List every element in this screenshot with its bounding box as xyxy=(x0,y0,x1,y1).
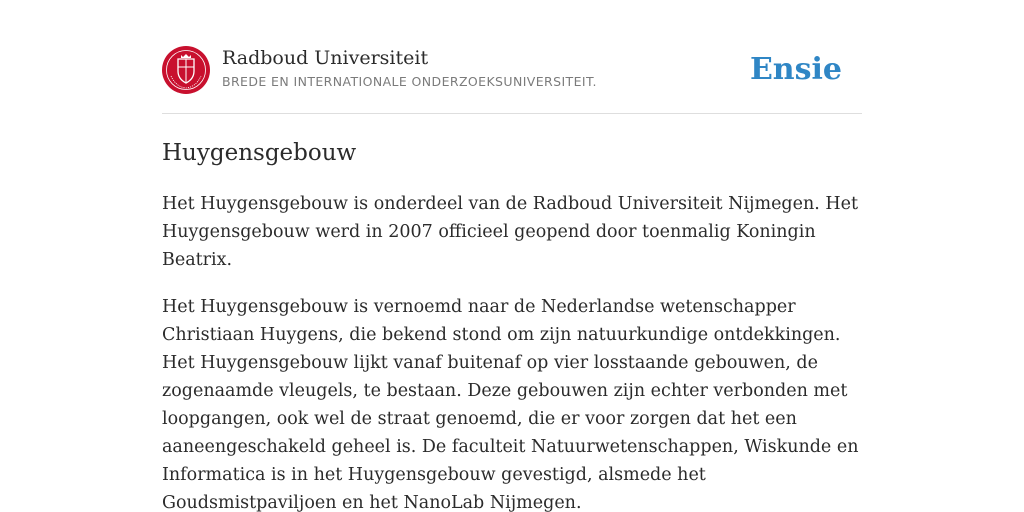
header-divider xyxy=(162,113,862,114)
brand-logo-link[interactable]: Ensie xyxy=(749,52,842,87)
article-paragraph: Het Huygensgebouw is vernoemd naar de Nederlandse wetenschapper Christiaan Huygens, die bekend stond om zijn natuurkundige ontdekkingen. Het Huygensgebouw lijkt vanaf buitenaf op vier losstaande gebouwen, de zogenaamde vleugels, te bestaan. Deze gebouwen zijn echter verbonden met loopgangen, ook wel de straat genoemd, die er voor zorgen dat het een aaneengeschakeld geheel is. De faculteit Natuurwetenschappen, Wiskunde en Informatica is in het Huygensgebouw gevestigd, alsmede het Goudsmistpaviljoen en het NanoLab Nijmegen. xyxy=(162,297,859,512)
org-name: Radboud Universiteit xyxy=(222,47,429,69)
radboud-university-seal-icon[interactable] xyxy=(162,46,210,94)
article-paragraph: Het Huygensgebouw is onderdeel van de Radboud Universiteit Nijmegen. Het Huygensgebouw werd in 2007 officieel geopend door toenmalig Koningin Beatrix. xyxy=(162,194,859,270)
header xyxy=(162,46,862,96)
org-tagline: BREDE EN INTERNATIONALE ONDERZOEKSUNIVERSITEIT. xyxy=(222,74,597,89)
article-title: Huygensgebouw xyxy=(162,140,357,166)
